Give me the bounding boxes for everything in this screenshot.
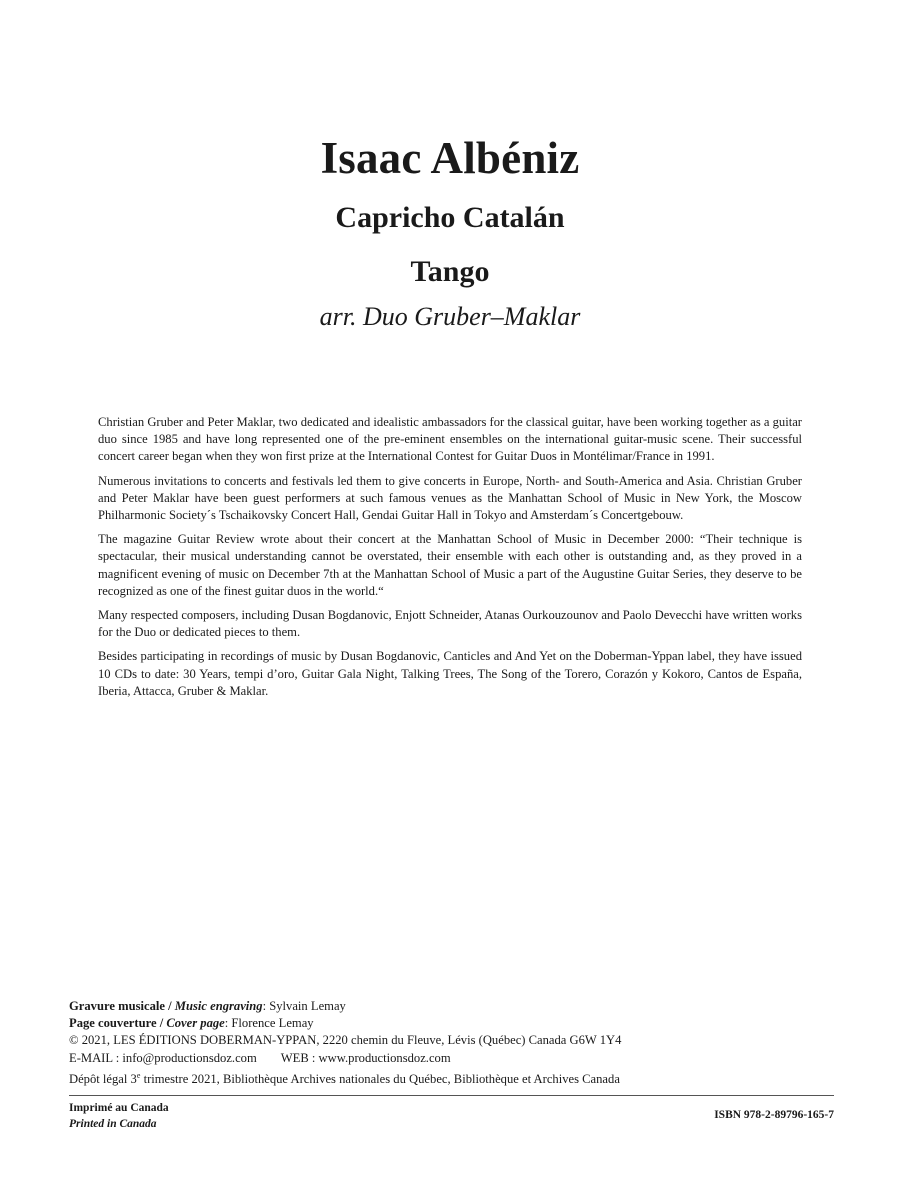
web-address: WEB : www.productionsdoz.com xyxy=(280,1050,451,1065)
engraving-value: : Sylvain Lemay xyxy=(262,999,346,1013)
cover-credit xyxy=(69,1015,834,1032)
engraving-label-fr: Gravure musicale / xyxy=(69,999,172,1013)
arranger-credit: arr. Duo Gruber–Maklar xyxy=(319,302,581,331)
printed-in xyxy=(69,1101,169,1132)
isbn-number: ISBN 978-2-89796-165-7 xyxy=(714,1109,834,1121)
cover-label-en: Cover page xyxy=(166,1016,225,1031)
bio-paragraph: Christian Gruber and Peter Maklar, two dedicated and idealistic ambassadors for the classical guitar, have been working together as a guitar duo since 1985 and have long represented one of the pre-eminent ensembles on the international guitar-music scene. Their successful concert career began when they won first prize at the International Contest for Guitar Duos in Montélimar/France in 1991. xyxy=(98,415,803,464)
legal-deposit-suffix: trimestre 2021, Bibliothèque Archives nationales du Québec, Bibliothèque et Archives Canada xyxy=(140,1072,620,1086)
movement-title: Tango xyxy=(410,255,490,288)
cover-label-fr: Page couverture / xyxy=(69,1016,164,1031)
bio-paragraph: Besides participating in recordings of music by Dusan Bogdanovic, Canticles and And Yet on the Doberman-Yppan label, they have issued 10 CDs to date: 30 Years, tempi d’oro, Guitar Gala Night, Talking Trees, The Song of the Torero, Corazón y Kokoro, Cantos de España, Iberia, Attacca, Gruber & Maklar. xyxy=(98,649,802,698)
footer-divider xyxy=(69,1095,834,1096)
engraving-label-en: Music engraving xyxy=(174,999,263,1013)
bio-paragraph: Many respected composers, including Dusan Bogdanovic, Enjott Schneider, Atanas Ourkouzounov and Paolo Devecchi have written works for the Duo or dedicated pieces to them. xyxy=(98,608,802,640)
legal-deposit xyxy=(69,1067,834,1088)
printed-fr: Imprimé au Canada xyxy=(69,1102,169,1114)
legal-deposit-sup: e xyxy=(136,1070,141,1080)
publishing-credits xyxy=(69,998,834,1088)
bio-paragraph: Numerous invitations to concerts and festivals led them to give concerts in Europe, North- and South-America and Asia. Christian Gruber and Peter Maklar have been guest performers at such famous venues as the Manhattan School of Music in New York, the Moscow Philharmonic Society´s Tschaikovsky Concert Hall, Gendai Guitar Hall in Tokyo and Amsterdam´s Concertgebouw. xyxy=(98,473,802,523)
copyright-notice: © 2021, LES ÉDITIONS DOBERMAN-YPPAN, 2220 chemin du Fleuve, Lévis (Québec) Canada G6W 1Y4 xyxy=(69,1033,622,1048)
composer-name: Isaac Albéniz xyxy=(320,133,580,183)
legal-deposit-prefix: Dépôt légal 3 xyxy=(69,1072,137,1086)
cover-value: : Florence Lemay xyxy=(224,1016,314,1031)
contact-line xyxy=(69,1050,834,1067)
engraving-credit xyxy=(69,998,834,1015)
duo-biography xyxy=(98,414,802,707)
printed-en: Printed in Canada xyxy=(69,1117,157,1130)
piece-title: Capricho Catalán xyxy=(335,201,565,234)
email-address: E-MAIL : info@productionsdoz.com xyxy=(69,1050,257,1065)
bio-paragraph: The magazine Guitar Review wrote about their concert at the Manhattan School of Music in December 2000: “Their technique is spectacular, their musical understanding cannot be overstated, their ensemble with each other is outstanding and, as they proved in a magnificent evening of music on December 7th at the Manhattan School of Music a part of the Augustine Guitar Series, they deserve to be recognized as one of the finest guitar duos in the world.“ xyxy=(98,532,802,598)
